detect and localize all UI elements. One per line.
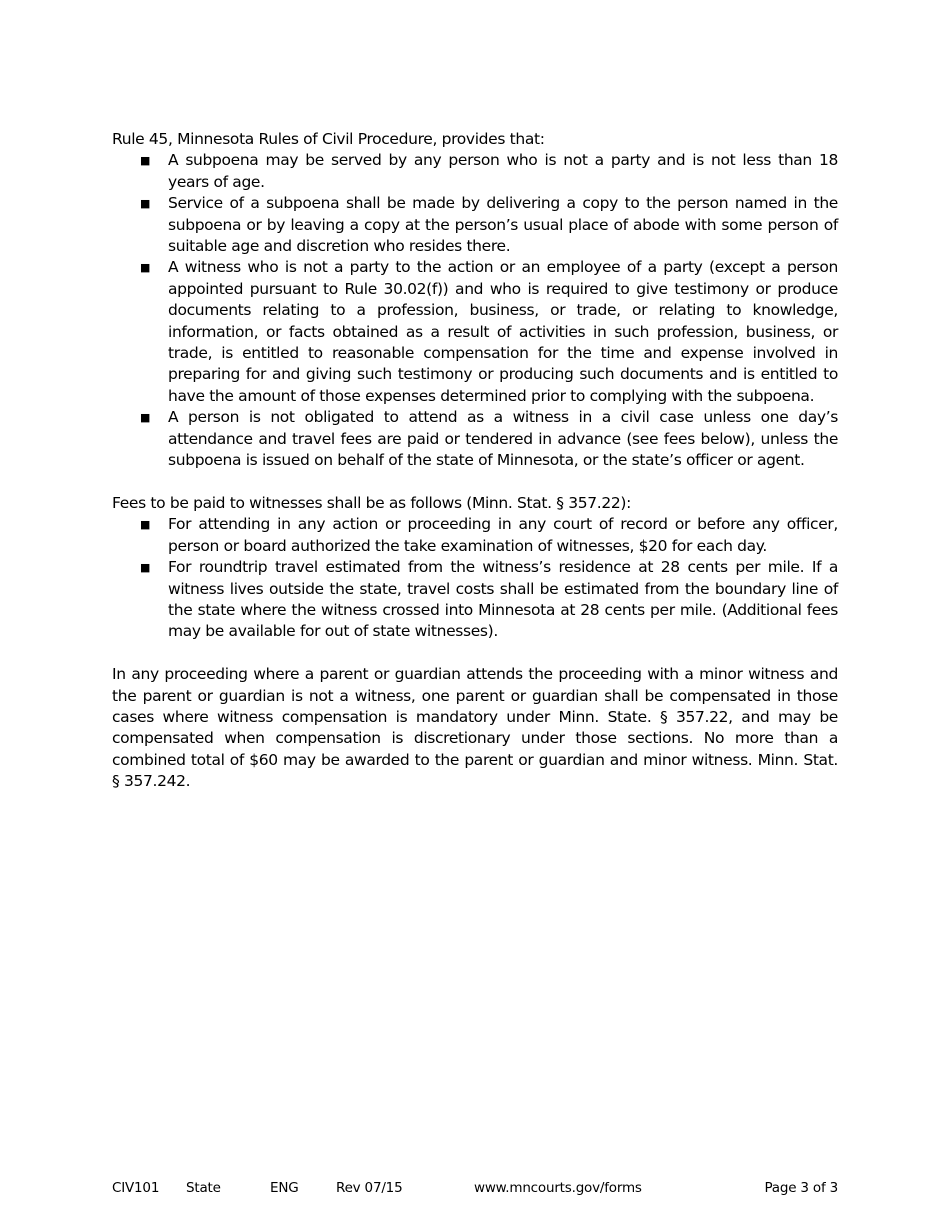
list-item [112,407,838,471]
list-item-text: A person is not obligated to attend as a witness in a civil case unless one day’s attendance and travel fees are paid or tendered in advance (see fees below), unless the subpoena is issued on behalf of the state of Minnesota, or the state’s officer or agent. [168,408,838,470]
list-item-text: A witness who is not a party to the action or an employee of a party (except a person appointed pursuant to Rule 30.02(f)) and who is required to give testimony or produce documents relating to a profession, business, or trade, or relating to knowledge, information, or facts obtained as a result of activities in such profession, business, or trade, is entitled to reasonable compensation for the time and expense involved in preparing for and giving such testimony or producing such documents and is entitled to have the amount of those expenses determined prior to complying with the subpoena. [168,258,838,405]
page-number: Page 3 of 3 [764,1180,838,1196]
revision-date: Rev 07/15 [336,1180,403,1196]
bullet-icon: ■ [140,261,151,275]
list-item [112,150,838,193]
list-item [112,514,838,557]
fees-intro: Fees to be paid to witnesses shall be as follows (Minn. Stat. § 357.22): [112,493,631,512]
spacer [112,472,838,493]
guardian-paragraph: In any proceeding where a parent or guardian attends the proceeding with a minor witness and the parent or guardian is not a witness, one parent or guardian shall be compensated in those cases where witness compensation is mandatory under Minn. State. § 357.22, and may be compensated when compensation is discretionary under those sections. No more than a combined total of $60 may be awarded to the parent or guardian and minor witness. Minn. Stat. § 357.242. [112,665,838,791]
bullet-icon: ■ [140,411,151,425]
bullet-icon: ■ [140,561,151,575]
jurisdiction-label: State [186,1180,221,1196]
list-item-text: For attending in any action or proceeding in any court of record or before any officer, person or board authorized the take examination of witnesses, $20 for each day. [168,515,838,555]
list-item-text: For roundtrip travel estimated from the witness’s residence at 28 cents per mile. If a witness lives outside the state, travel costs shall be estimated from the boundary line of the state where the witness crossed into Minnesota at 28 cents per mile. (Additional fees may be available for out of state witnesses). [168,558,838,641]
form-code: CIV101 [112,1180,160,1196]
bullet-icon: ■ [140,154,151,168]
list-item [112,193,838,257]
page-footer [0,1180,950,1200]
document-body [112,129,838,793]
list-item [112,557,838,643]
spacer [112,643,838,664]
bullet-icon: ■ [140,197,151,211]
rule45-list [112,150,838,471]
list-item [112,257,838,407]
list-item-text: Service of a subpoena shall be made by delivering a copy to the person named in the subpoena or by leaving a copy at the person’s usual place of abode with some person of suitable age and discretion who resides there. [168,194,838,256]
fees-list [112,514,838,642]
forms-url: www.mncourts.gov/forms [474,1180,642,1196]
rule45-intro: Rule 45, Minnesota Rules of Civil Procedure, provides that: [112,130,545,148]
bullet-icon: ■ [140,518,151,532]
language-code: ENG [270,1180,299,1196]
list-item-text: A subpoena may be served by any person who is not a party and is not less than 18 years of age. [168,151,838,191]
